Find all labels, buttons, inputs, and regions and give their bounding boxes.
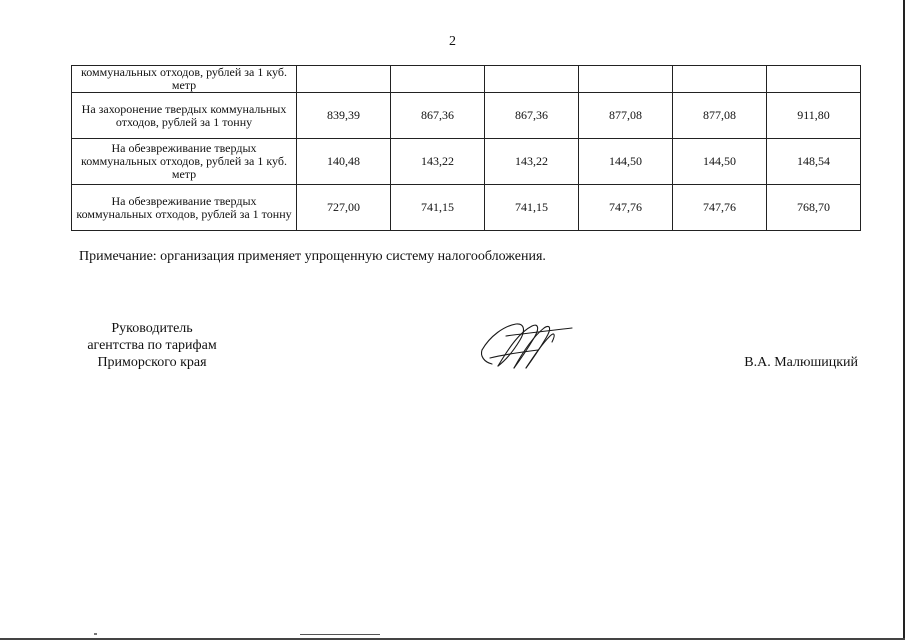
row-description: На захоронение твердых коммунальных отходов, рублей за 1 тонну (72, 93, 297, 139)
table-cell: 140,48 (297, 139, 391, 185)
table-cell: 839,39 (297, 93, 391, 139)
table-row (72, 66, 861, 93)
table-cell: 741,15 (391, 185, 485, 231)
table-cell: 768,70 (767, 185, 861, 231)
position-line: агентства по тарифам (87, 338, 217, 353)
handwritten-signature (476, 316, 576, 374)
table-cell (297, 66, 391, 93)
table-row (72, 93, 861, 139)
position-line: Руководитель (111, 321, 193, 336)
table-cell: 867,36 (391, 93, 485, 139)
table-cell (579, 66, 673, 93)
bottom-line (300, 634, 380, 635)
scan-mark (94, 633, 97, 635)
table-cell: 148,54 (767, 139, 861, 185)
table-cell (485, 66, 579, 93)
table-row (72, 185, 861, 231)
table-cell: 144,50 (673, 139, 767, 185)
row-description: На обезвреживание твердых коммунальных отходов, рублей за 1 куб. метр (72, 139, 297, 185)
table-cell: 867,36 (485, 93, 579, 139)
table-cell (391, 66, 485, 93)
table-cell: 143,22 (391, 139, 485, 185)
table-cell: 877,08 (673, 93, 767, 139)
table-cell: 911,80 (767, 93, 861, 139)
row-description: На обезвреживание твердых коммунальных отходов, рублей за 1 тонну (72, 185, 297, 231)
table-cell: 143,22 (485, 139, 579, 185)
page-number: 2 (449, 34, 456, 49)
table-row (72, 139, 861, 185)
table-cell: 741,15 (485, 185, 579, 231)
table-cell: 727,00 (297, 185, 391, 231)
table-cell (673, 66, 767, 93)
signatory-position (60, 320, 244, 371)
table-cell: 747,76 (673, 185, 767, 231)
table-cell: 877,08 (579, 93, 673, 139)
table-cell: 144,50 (579, 139, 673, 185)
tariff-table (71, 65, 861, 231)
signer-name: В.А. Малюшицкий (744, 355, 858, 370)
note-text: Примечание: организация применяет упрощенную систему налогообложения. (79, 249, 546, 264)
table-cell: 747,76 (579, 185, 673, 231)
row-description: коммунальных отходов, рублей за 1 куб. метр (72, 66, 297, 93)
table-cell (767, 66, 861, 93)
position-line: Приморского края (97, 355, 207, 370)
